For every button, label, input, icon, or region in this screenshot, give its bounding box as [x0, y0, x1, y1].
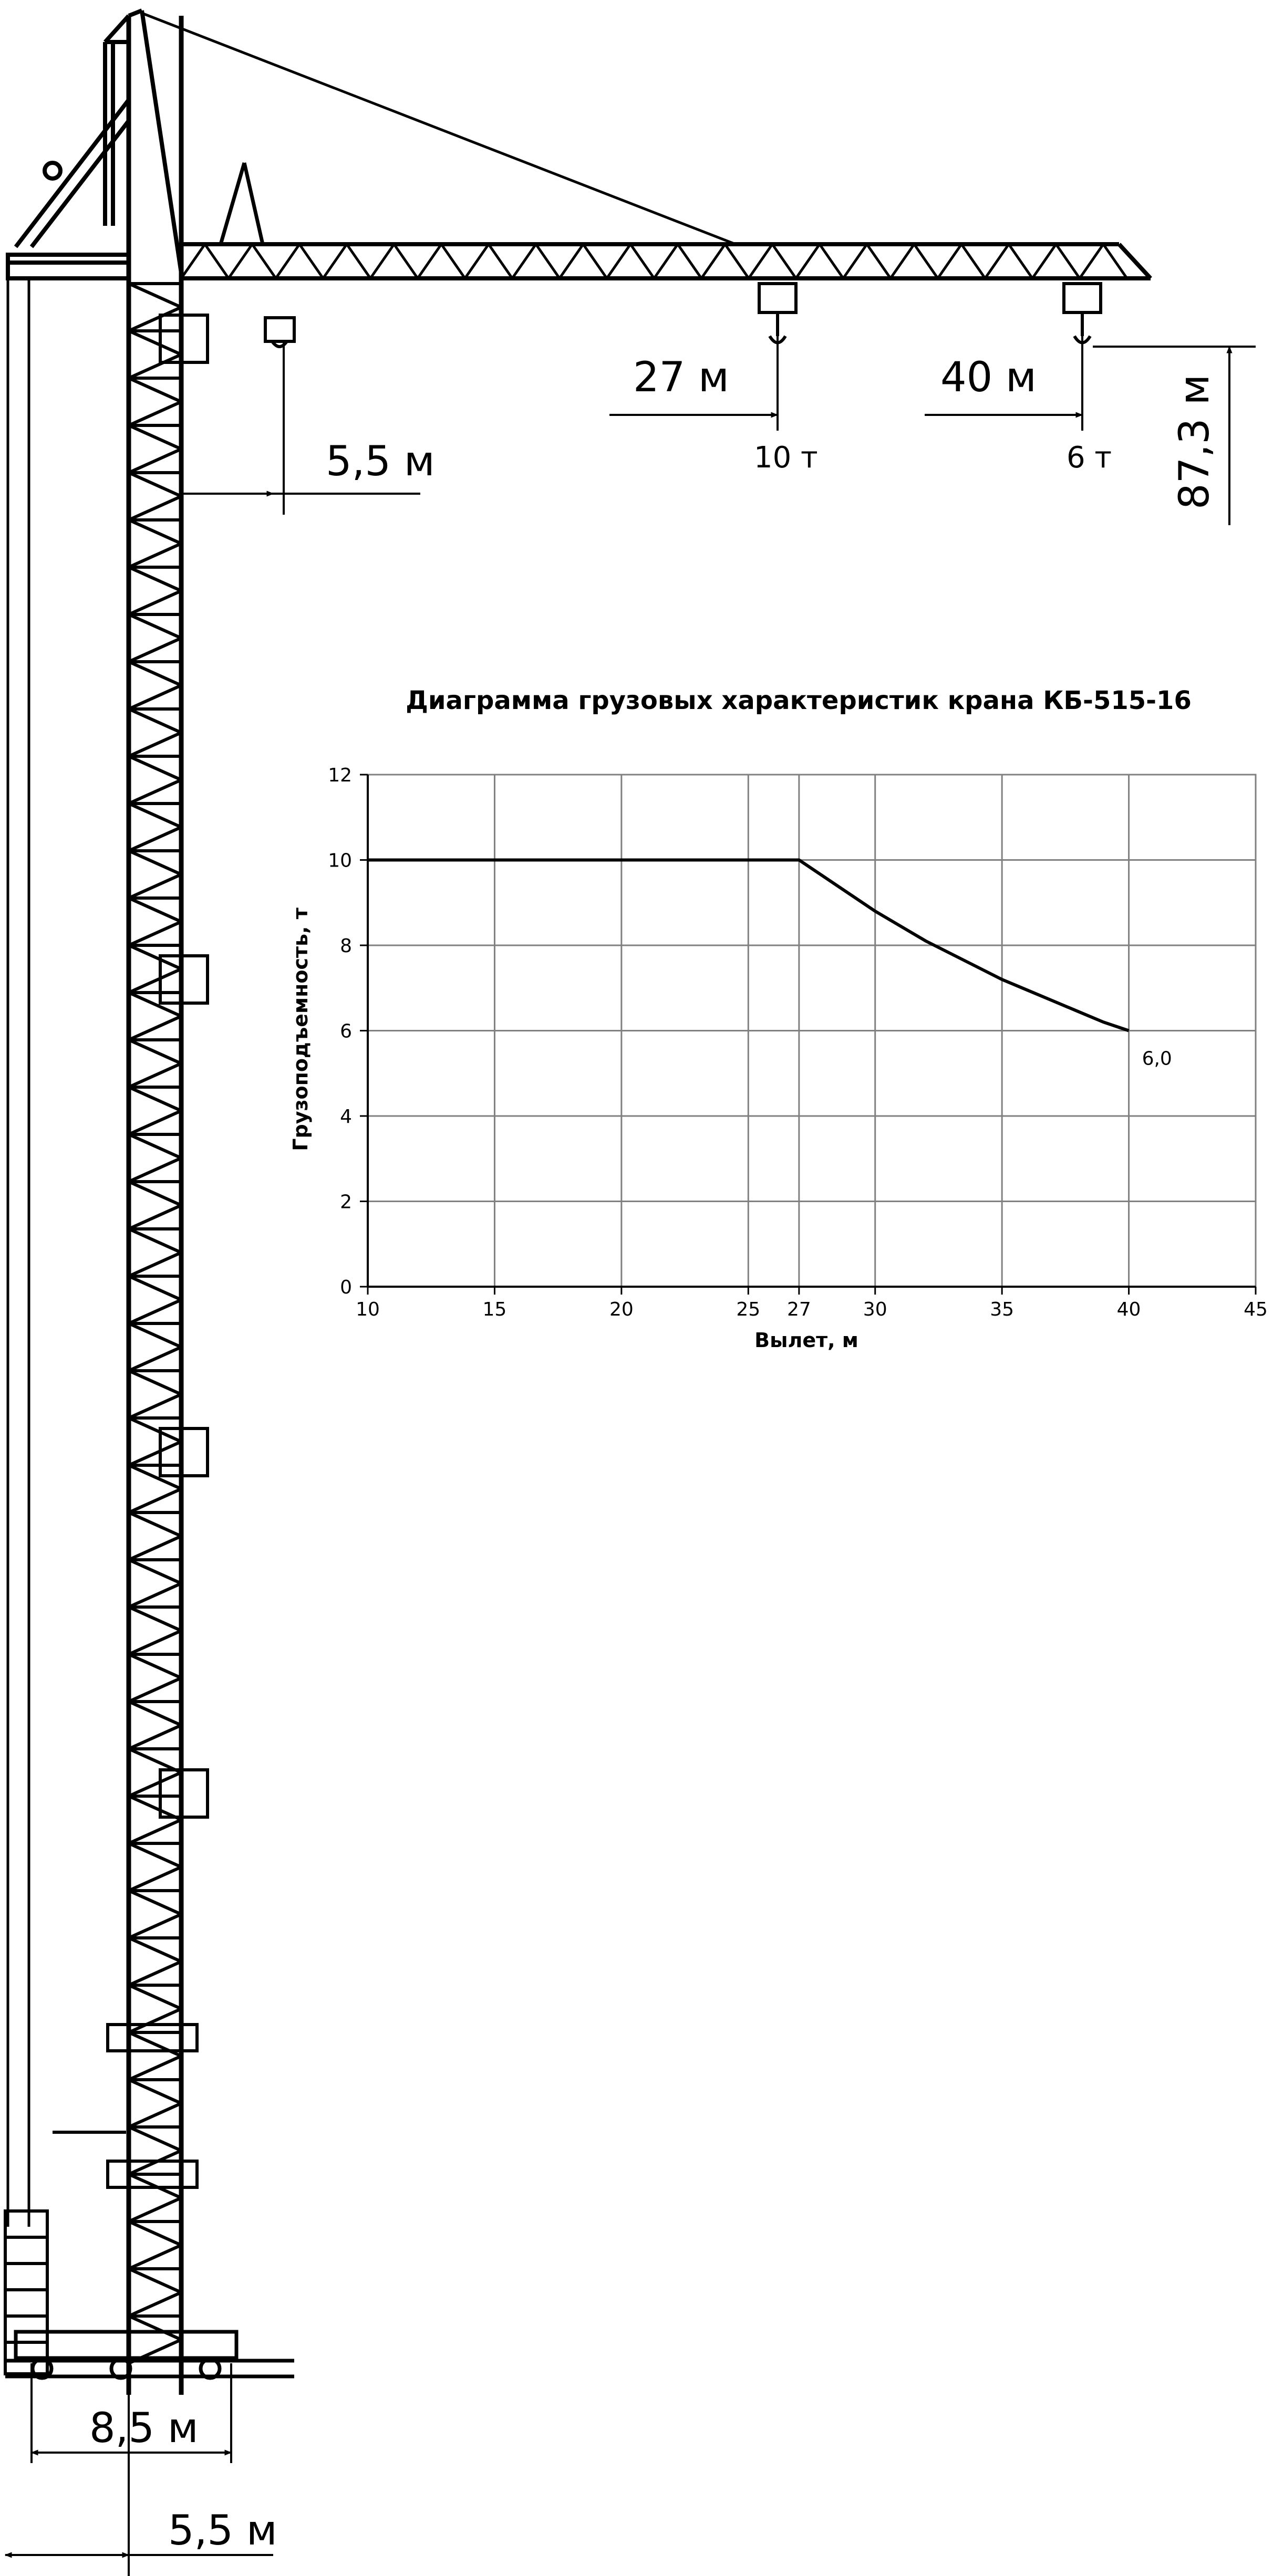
base-track-label: 8,5 м	[89, 2405, 199, 2452]
mast-platforms	[108, 315, 208, 2187]
y-tick-label: 10	[328, 850, 352, 872]
y-tick-label: 2	[340, 1191, 352, 1213]
base-offset-label: 5,5 м	[168, 2507, 277, 2554]
y-axis-label: Грузоподъемность, т	[289, 908, 312, 1151]
x-tick-label: 35	[990, 1299, 1015, 1320]
counterweight-ropes	[8, 278, 29, 2227]
y-tick-label: 4	[340, 1106, 352, 1128]
dimension-lines	[5, 312, 1256, 2576]
x-tick-label: 25	[736, 1299, 761, 1320]
load-27-label: 10 т	[754, 441, 818, 475]
reach-27-label: 27 м	[633, 354, 729, 401]
min-reach-label: 5,5 м	[326, 438, 435, 485]
x-tick-label: 45	[1244, 1299, 1268, 1320]
chart-title: Диаграмма грузовых характеристик крана КБ-515-16	[406, 686, 1192, 715]
data-label: 6,0	[1142, 1048, 1172, 1070]
y-tick-label: 6	[340, 1020, 352, 1042]
x-tick-label: 30	[863, 1299, 887, 1320]
y-tick-label: 12	[328, 765, 352, 786]
x-tick-label: 10	[356, 1299, 380, 1320]
x-tick-label: 15	[482, 1299, 507, 1320]
chart-annotations	[1142, 1048, 1172, 1070]
y-tick-label: 0	[340, 1277, 352, 1298]
y-tick-labels	[328, 765, 352, 1298]
jib-apex	[221, 163, 263, 244]
tower-head	[105, 11, 181, 273]
hook-height-label: 87,3 м	[1171, 374, 1218, 509]
x-tick-label: 27	[786, 1299, 811, 1320]
x-tick-label: 20	[609, 1299, 634, 1320]
jib-bracing	[181, 244, 1127, 278]
hook-trolley-min	[265, 318, 294, 347]
load-40-label: 6 т	[1067, 441, 1112, 475]
x-axis-label: Вылет, м	[754, 1329, 858, 1352]
dimension-labels	[89, 354, 1218, 2554]
chart-grid	[360, 775, 1256, 1295]
x-tick-label: 40	[1116, 1299, 1141, 1320]
tower-mast	[129, 16, 181, 2395]
y-tick-label: 8	[340, 935, 352, 957]
load-chart	[289, 686, 1268, 1352]
counter-jib	[8, 100, 129, 278]
reach-40-label: 40 м	[940, 354, 1037, 401]
x-tick-labels	[356, 1299, 1268, 1320]
